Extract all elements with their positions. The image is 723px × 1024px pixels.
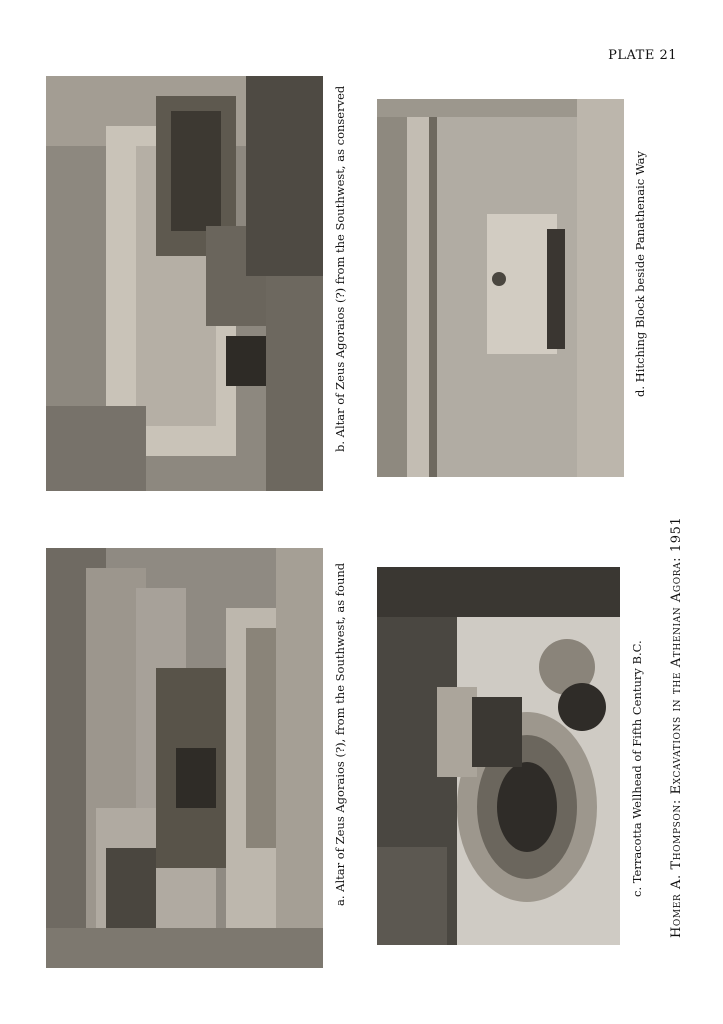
running-title-author: Homer A. Thompson: [669,799,684,938]
caption-a: a. Altar of Zeus Agoraios (?), from the Southwest, as found [333,562,347,906]
photo-altar-as-found [46,548,323,968]
running-title-work: Excavations in the Athenian Agora: [669,556,684,795]
photo-terracotta-wellhead [377,567,620,945]
photo-hitching-block [377,99,624,477]
caption-c: c. Terracotta Wellhead of Fifth Century B.C. [630,640,644,897]
caption-b: b. Altar of Zeus Agoraios (?) from the Southwest, as conserved [333,85,347,452]
caption-d: d. Hitching Block beside Panathenaic Way [633,150,647,397]
running-title-year: 1951 [669,516,684,553]
photo-altar-as-conserved [46,76,323,491]
plate-label: PLATE 21 [608,48,677,63]
running-title [669,517,684,938]
